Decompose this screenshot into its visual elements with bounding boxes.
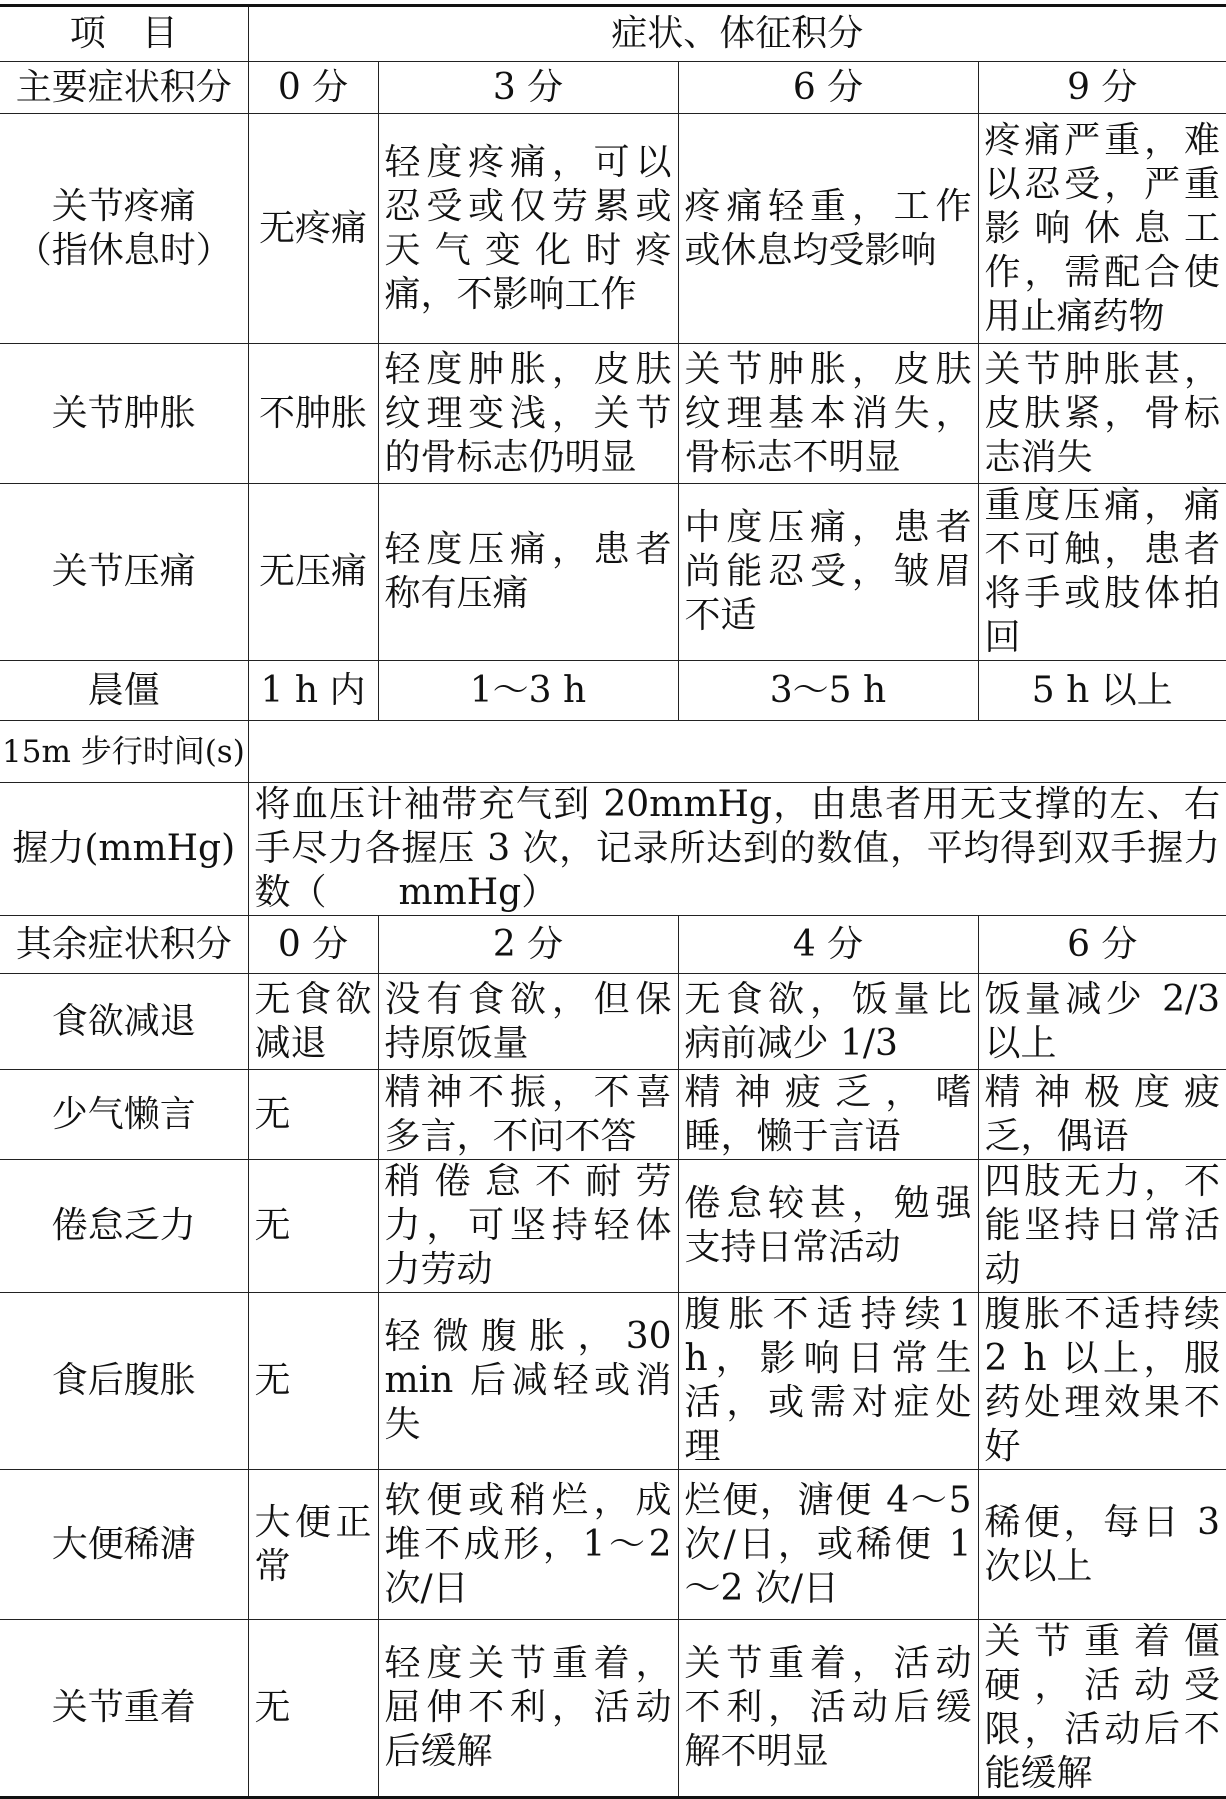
table-cell: 稀便，每日 3 次以上 xyxy=(978,1470,1226,1620)
table-cell: 轻度压痛，患者称有压痛 xyxy=(378,484,678,661)
table-row xyxy=(0,1160,1226,1293)
table-row xyxy=(0,1470,1226,1620)
row-label: 晨僵 xyxy=(0,661,248,721)
table-cell: 疼痛严重，难以忍受，严重影响休息工作，需配合使用止痛药物 xyxy=(978,114,1226,344)
table-cell: 稍倦怠不耐劳力，可坚持轻体力劳动 xyxy=(378,1160,678,1293)
score-col-1: 2 分 xyxy=(378,916,678,974)
main-score-label: 主要症状积分 xyxy=(0,62,248,114)
table-cell: 重度压痛，痛不可触，患者将手或肢体拍回 xyxy=(978,484,1226,661)
table-cell: 轻微腹胀，30 min 后减轻或消失 xyxy=(378,1293,678,1470)
table-cell: 关节肿胀甚，皮肤紧，骨标志消失 xyxy=(978,344,1226,484)
score-col-3: 9 分 xyxy=(978,62,1226,114)
table-cell: 5 h 以上 xyxy=(978,661,1226,721)
table-cell: 精神极度疲乏，偶语 xyxy=(978,1070,1226,1160)
table-cell: 四肢无力，不能坚持日常活动 xyxy=(978,1160,1226,1293)
table-row xyxy=(0,783,1226,916)
table-row xyxy=(0,1620,1226,1798)
row-label: 握力(mmHg) xyxy=(0,783,248,916)
table-cell: 没有食欲，但保持原饭量 xyxy=(378,974,678,1070)
table-cell: 腹胀不适持续1 h，影响日常生活，或需对症处理 xyxy=(678,1293,978,1470)
table-cell: 无 xyxy=(248,1293,378,1470)
table-cell: 腹胀不适持续 2 h 以上，服药处理效果不好 xyxy=(978,1293,1226,1470)
table-cell: 精神不振，不喜多言，不问不答 xyxy=(378,1070,678,1160)
table-cell: 中度压痛，患者尚能忍受，皱眉不适 xyxy=(678,484,978,661)
score-col-3: 6 分 xyxy=(978,916,1226,974)
score-col-2: 6 分 xyxy=(678,62,978,114)
table-cell: 大便正常 xyxy=(248,1470,378,1620)
item-header: 项 目 xyxy=(0,6,248,62)
table-cell: 将血压计袖带充气到 20mmHg，由患者用无支撑的左、右手尽力各握压 3 次，记录所达到的数值，平均得到双手握力数（ mmHg） xyxy=(248,783,1226,916)
other-score-header-row xyxy=(0,916,1226,974)
table-cell xyxy=(248,721,1226,783)
row-label: 少气懒言 xyxy=(0,1070,248,1160)
table-cell: 关节肿胀，皮肤纹理基本消失，骨标志不明显 xyxy=(678,344,978,484)
table-cell: 烂便，溏便 4～5 次/日，或稀便 1～2 次/日 xyxy=(678,1470,978,1620)
table-cell: 轻度关节重着，屈伸不利，活动后缓解 xyxy=(378,1620,678,1798)
table-cell: 软便或稍烂，成堆不成形，1～2 次/日 xyxy=(378,1470,678,1620)
group-header: 症状、体征积分 xyxy=(248,6,1226,62)
table-cell: 无压痛 xyxy=(248,484,378,661)
main-score-header-row xyxy=(0,62,1226,114)
row-label: 关节压痛 xyxy=(0,484,248,661)
table-row xyxy=(0,114,1226,344)
table-cell: 倦怠较甚，勉强支持日常活动 xyxy=(678,1160,978,1293)
symptom-score-table xyxy=(0,4,1226,1799)
table-cell: 1 h 内 xyxy=(248,661,378,721)
table-cell: 无食欲减退 xyxy=(248,974,378,1070)
table-row xyxy=(0,974,1226,1070)
table-cell: 无食欲，饭量比病前减少 1/3 xyxy=(678,974,978,1070)
other-score-label: 其余症状积分 xyxy=(0,916,248,974)
row-label: 大便稀溏 xyxy=(0,1470,248,1620)
row-label: 食欲减退 xyxy=(0,974,248,1070)
table-cell: 无疼痛 xyxy=(248,114,378,344)
table-cell: 无 xyxy=(248,1070,378,1160)
table-row xyxy=(0,484,1226,661)
score-col-2: 4 分 xyxy=(678,916,978,974)
score-col-0: 0 分 xyxy=(248,916,378,974)
table-cell: 3～5 h xyxy=(678,661,978,721)
table-cell: 饭量减少 2/3 以上 xyxy=(978,974,1226,1070)
table-cell: 1～3 h xyxy=(378,661,678,721)
row-label: 关节重着 xyxy=(0,1620,248,1798)
row-label: 倦怠乏力 xyxy=(0,1160,248,1293)
table-row xyxy=(0,344,1226,484)
table-cell: 疼痛轻重，工作或休息均受影响 xyxy=(678,114,978,344)
table-row xyxy=(0,661,1226,721)
score-col-0: 0 分 xyxy=(248,62,378,114)
row-label: 关节疼痛 （指休息时） xyxy=(0,114,248,344)
score-col-1: 3 分 xyxy=(378,62,678,114)
row-label: 关节肿胀 xyxy=(0,344,248,484)
table-cell: 不肿胀 xyxy=(248,344,378,484)
table-row xyxy=(0,1070,1226,1160)
table-cell: 精神疲乏，嗜睡，懒于言语 xyxy=(678,1070,978,1160)
table-cell: 轻度肿胀，皮肤纹理变浅，关节的骨标志仍明显 xyxy=(378,344,678,484)
table-cell: 关节重着，活动不利，活动后缓解不明显 xyxy=(678,1620,978,1798)
table-cell: 关节重着僵硬，活动受限，活动后不能缓解 xyxy=(978,1620,1226,1798)
table-row xyxy=(0,1293,1226,1470)
table-cell: 无 xyxy=(248,1620,378,1798)
row-label: 15m 步行时间(s) xyxy=(0,721,248,783)
table-cell: 无 xyxy=(248,1160,378,1293)
table-cell: 轻度疼痛，可以忍受或仅劳累或天气变化时疼痛，不影响工作 xyxy=(378,114,678,344)
header-row xyxy=(0,6,1226,62)
row-label: 食后腹胀 xyxy=(0,1293,248,1470)
table-row xyxy=(0,721,1226,783)
